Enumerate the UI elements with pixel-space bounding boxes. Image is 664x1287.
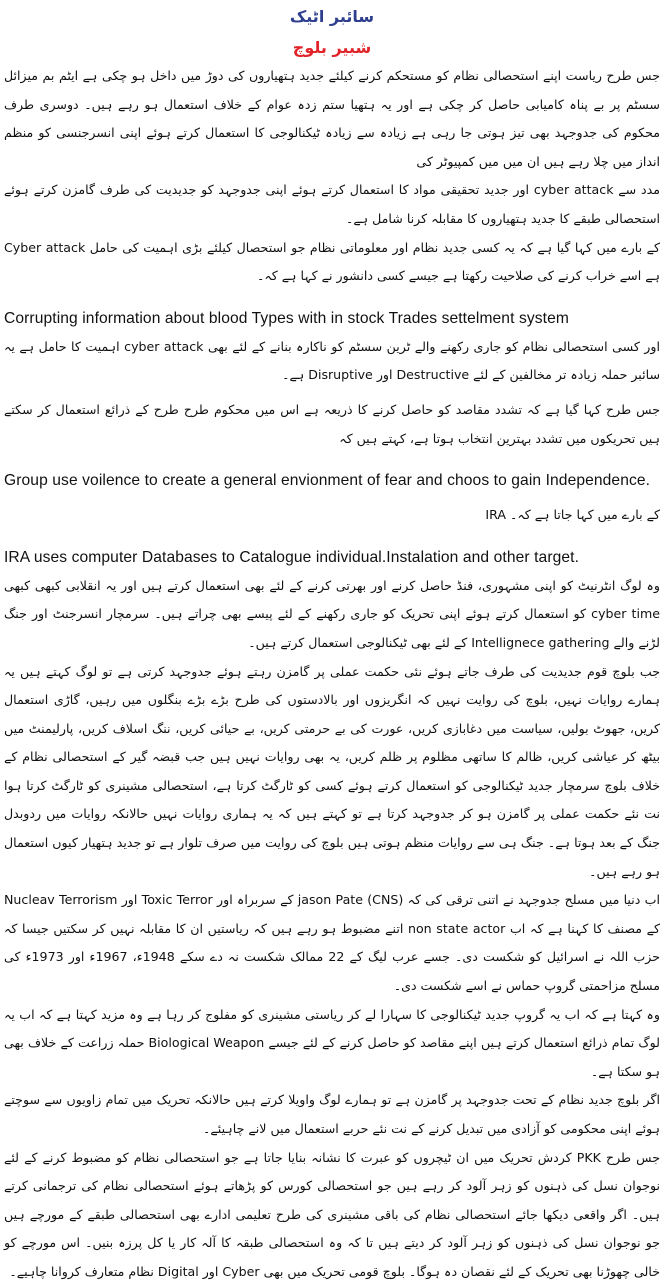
article-author: شبیر بلوچ: [292, 38, 372, 57]
paragraph-internet-use: وہ لوگ انٹرنیٹ کو اپنی مشہوری، فنڈ حاصل کرنے اور بھرتی کرنے کے لئے بھی استعمال کرتے ہیں اور یہ انقلابی کبھی کبھی cyber time کو استعمال کرتے ہوئے اپنی تحریک کو جاری رکھنے کے لئے پیسے بھی چراتے ہیں۔ سرمچار انسرجنٹ اور جنگ لڑنے والے Intellignece gathering کے لئے بھی ٹیکنالوجی استعمال کرتے ہیں۔: [4, 577, 660, 650]
quote-corrupting-information: Corrupting information about blood Types with in stock Trades settelment system: [4, 309, 569, 327]
quote-group-violence: Group use voilence to create a general envionment of fear and choos to gain Independence.: [4, 472, 651, 490]
paragraph-train-system: اور کسی استحصالی نظام کو جاری رکھنے والے ٹرین سسٹم کو ناکارہ بنانے کے لئے بھی cyber attack اہمیت کا حامل ہے یہ سائبر حملہ زیادہ تر مخالفین کے لئے Destructive اور Disruptive ہے۔: [4, 338, 660, 383]
paragraph-intro: جس طرح ریاست اپنے استحصالی نظام کو مستحکم کرنے کیلئے جدید ہتھیاروں کی دوڑ میں داخل ہو چکی ہے ایٹم بم میزائل سسٹم پر بے پناہ کامیابی حاصل کر چکی ہے اور یہ ہتھیا ستم زدہ عوام کے خلاف استعمال ہو رہے ہیں۔ دوسری طرف محکوم کی جدوجہد بھی تیز ہوتی جا رہی ہے زیادہ سے زیادہ ٹیکنالوجی کا استعمال کرتے ہوئے اپنی انسرجنسی کو منظم انداز میں چلا رہے ہیں ان میں میں کمپیوٹر کی: [4, 68, 660, 169]
paragraph-armed-struggle: اب دنیا میں مسلح جدوجہد نے اتنی ترقی کی کہ jason Pate (CNS) کے سربراہ اور Toxic Terror اور Nucleav Terrorism کے مصنف کا کہنا ہے کہ اب non state actor اتنے مضبوط ہو رہے ہیں کہ ریاستیں ان کا مقابلہ نہیں کر سکتیں جیسا کہ حزب اللہ نے اسرائیل کو شکست دی۔ جسے عرب لیگ کے 22 ممالک شکست نہ دے سکے 1948ء، 1967ء اور 1973ء کی مسلح مزاحمتی گروپ حماس نے اسے شکست دی۔: [4, 892, 661, 994]
paragraph-biological-weapon: وہ کہتا ہے کہ اب یہ گروپ جدید ٹیکنالوجی کا سہارا لے کر ریاستی مشینری کو مفلوج کر رہا ہے وہ مزید کہتا ہے کہ اب یہ لوگ تمام ذرائع استعمال کرتے ہیں اپنے مقاصد کو حاصل کرنے کے لئے جیسے Biological Weapon حملہ زراعت کے خلاف بھی ہو سکتا ہے۔: [4, 1006, 661, 1079]
paragraph-ira-intro: IRA کے بارے میں کہا جاتا ہے کہ۔: [485, 507, 660, 523]
paragraph-new-tactics: اگر بلوچ جدید نظام کے تحت جدوجہد پر گامزن ہے تو ہمارے لوگ واویلا کرتے ہیں حالانکہ تحریک میں تمام زاویوں سے سوچتے ہوئے اپنی محکومی کو آزادی میں تبدیل کرنے کے نت نئے حربے استعمال میں لانے چاہیئے۔: [4, 1092, 660, 1136]
article-body: [0, 60, 664, 1287]
quote-ira-databases: IRA uses computer Databases to Catalogue individual.Instalation and other target.: [4, 548, 580, 566]
paragraph-baloch-traditions: جب بلوچ قوم جدیدیت کی طرف جاتے ہوئے نئی حکمت عملی پر گامزن رہتے ہوئے جدوجہد کرتی ہے تو لوگ کہتے ہیں یہ ہمارے روایات نہیں، بلوچ کی روایت نہیں کہ انگریزوں اور بالادستوں کی طرح بڑے بڑے بنگلوں میں رہیں، گاڑی استعمال کریں، جھوٹ بولیں، سیاست میں دغابازی کریں، عورت کی بے حرمتی کریں، بے حیائی کریں، ننگ اسلاف کریں، پارلیمنٹ میں بیٹھ کر عیاشی کریں، ظالم کا ساتھی مظلوم پر ظلم کریں، یہ بھی روایات نہیں ہیں جب قبضہ گیر کے استحصالی نظام کے خلاف بلوچ سرمچار جدید ٹیکنالوجی کو استعمال کرتے ہوئے کسی کو ٹارگٹ کرتا ہے، استحصالی مشینری کو ٹارگٹ کرتا ہوا نت نئے حکمت عملی پر گامزن ہو کر جدوجہد کرتا ہے تو کہتے ہیں کہ یہ ہماری روایات نہیں حالانکہ روایات میں ردوبدل جنگ کے بعد ہوتا ہے۔ جنگ ہی سے روایات منظم ہوتی ہیں بلوچ کی روایت میں صرف تلوار ہے تو جدید ہتھیار کیوں استعمال ہو رہے ہیں۔: [4, 663, 660, 879]
article-title: سائبر اٹیک: [289, 7, 375, 26]
paragraph-violence: جس طرح کہا گیا ہے کہ تشدد مقاصد کو حاصل کرنے کا ذریعہ ہے اس میں محکوم طرح طرح کے ذرائع استعمال کر سکتے ہیں تحریکوں میں تشدد بہترین انتخاب ہوتا ہے، کہتے ہیں کہ: [4, 401, 660, 446]
paragraph-pkk-education: جس طرح PKK کردش تحریک میں ان ٹیچروں کو عبرت کا نشانہ بنایا جاتا ہے جو استحصالی نظام کو مضبوط کرنے کے لئے نوجوان نسل کی ذہنوں کو زہر آلود کر رہے ہیں جو استحصالی کورس کو پڑھاتے ہوئے استحصالی نظام کی ترجمانی کرتے ہیں۔ اگر واقعی دیکھا جائے استحصالی نظام کی باقی مشینری کی طرح تعلیمی ادارے بھی استحصالی طبقے کے مورچے ہیں جو نوجوان نسل کی ذہنوں کو زہر آلود کر دیتے ہیں تا کہ وہ استحصالی طبقہ کا آلہ کار یا کل پرزہ بنیں۔ اس مورچے کو خالی چھوڑنا بھی تحریک کے لئے نقصان دہ ہوگا۔ بلوچ قومی تحریک میں بھی Cyber اور Digital نظام متعارف کروانا چاہیے۔: [4, 1149, 660, 1279]
paragraph-cyber-attack-capability: Cyber attack کے بارے میں کہا گیا ہے کہ یہ کسی جدید نظام اور معلوماتی نظام جو استحصال کیلئے بڑی اہمیت کی حامل ہے اسے خراب کرنے کی صلاحیت رکھتا ہے جیسے کسی دانشور نے کہا ہے کہ۔: [4, 239, 660, 284]
paragraph-cyber-attack-definition: مدد سے cyber attack اور جدید تحقیقی مواد کا استعمال کرتے ہوئے اپنی جدوجہد کو جدیدیت کی طرف گامزن کرتے ہوئے استحصالی طبقے کا جدید ہتھیاروں کا مقابلہ کرنا شامل ہے۔: [4, 182, 661, 226]
